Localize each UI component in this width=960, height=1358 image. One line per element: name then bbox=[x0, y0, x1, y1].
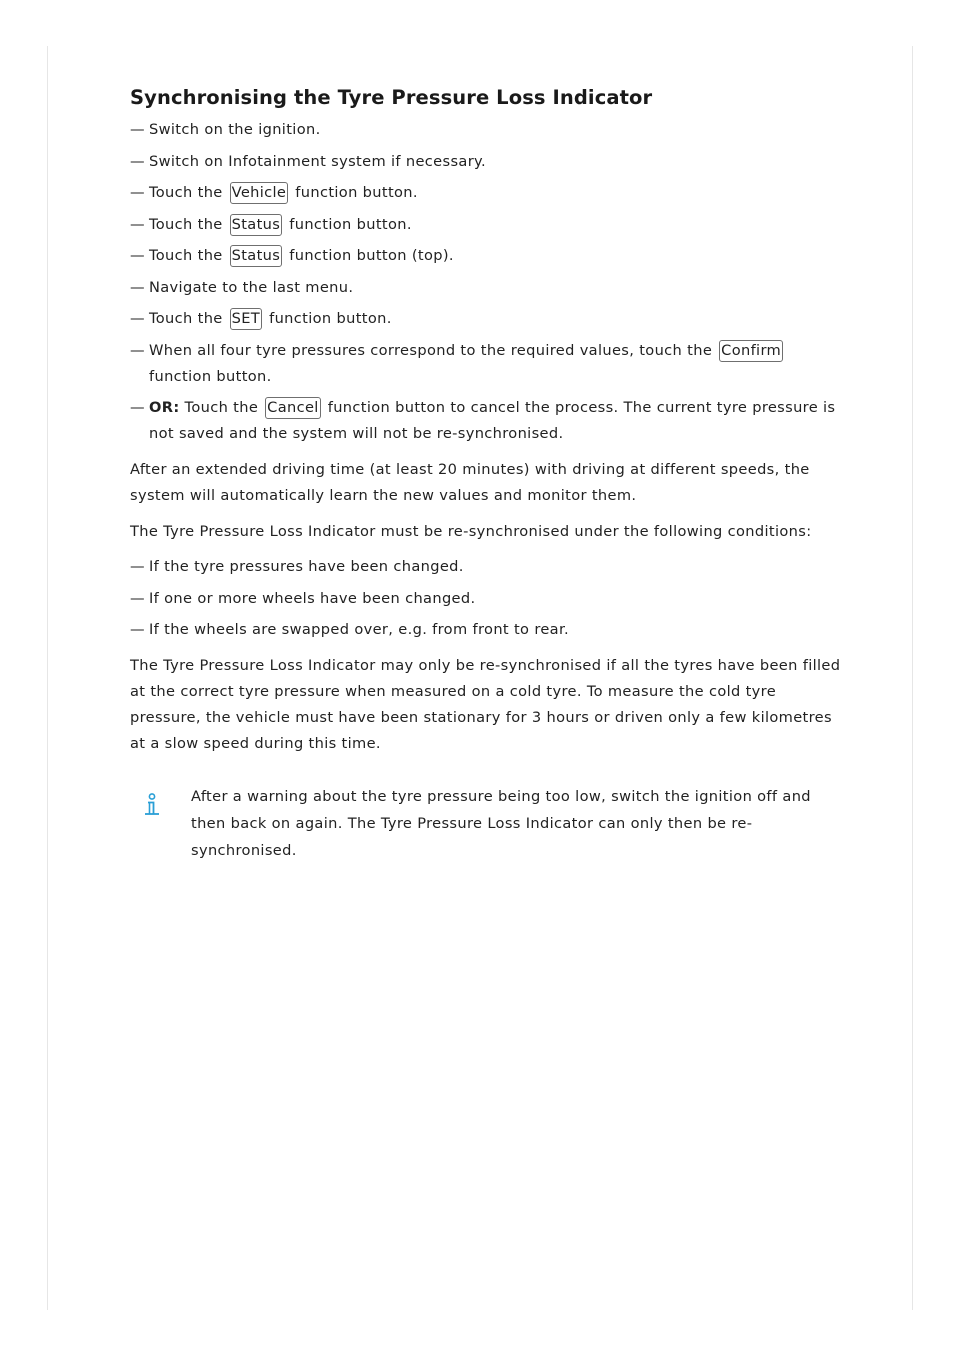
dash-marker: — bbox=[130, 215, 145, 233]
step-item bbox=[130, 306, 850, 332]
step-text: function button (top). bbox=[289, 247, 454, 264]
or-keyword: OR: bbox=[149, 399, 180, 416]
set-function-button: SET bbox=[230, 308, 262, 330]
step-item bbox=[130, 149, 850, 175]
page-border-right bbox=[912, 46, 913, 1310]
dash-marker: — bbox=[130, 621, 145, 638]
note-text: After a warning about the tyre pressure being too low, switch the ignition off and then back on again. The Tyre Pressure Loss Indicator can only then be re-synchronised. bbox=[191, 788, 811, 859]
step-item bbox=[130, 275, 850, 301]
step-text: Navigate to the last menu. bbox=[149, 278, 354, 296]
step-text: Touch the bbox=[149, 184, 223, 201]
vehicle-function-button: Vehicle bbox=[230, 182, 289, 204]
document-content bbox=[130, 84, 850, 757]
condition-item bbox=[130, 586, 850, 612]
cancel-function-button: Cancel bbox=[265, 397, 321, 419]
dash-marker: — bbox=[130, 152, 145, 170]
condition-item bbox=[130, 617, 850, 643]
page-border-left bbox=[47, 46, 48, 1310]
paragraph-cold-tyre: The Tyre Pressure Loss Indicator may only be re-synchronised if all the tyres have been filled at the correct tyre pressure when measured on a cold tyre. To measure the cold tyre pressure, the vehicle must have been stationary for 3 hours or driven only a few kilometres at a slow speed during this time. bbox=[130, 657, 841, 752]
step-text: function button. bbox=[269, 310, 392, 327]
step-item bbox=[130, 395, 850, 447]
step-text: function button. bbox=[295, 184, 418, 201]
condition-text: If one or more wheels have been changed. bbox=[149, 589, 476, 607]
step-text: Touch the bbox=[149, 215, 223, 233]
dash-marker: — bbox=[130, 310, 145, 327]
dash-marker: — bbox=[130, 184, 145, 201]
step-text: function button. bbox=[149, 367, 272, 385]
condition-text: If the tyre pressures have been changed. bbox=[149, 558, 464, 575]
dash-marker: — bbox=[130, 121, 145, 138]
step-text: function button. bbox=[289, 215, 412, 233]
step-item bbox=[130, 180, 850, 206]
step-text: Touch the bbox=[149, 247, 223, 264]
condition-item bbox=[130, 554, 850, 580]
section-title: Synchronising the Tyre Pressure Loss Indicator bbox=[130, 86, 653, 109]
dash-marker: — bbox=[130, 278, 145, 296]
step-item bbox=[130, 212, 850, 238]
step-item bbox=[130, 243, 850, 269]
condition-text: If the wheels are swapped over, e.g. from front to rear. bbox=[149, 621, 569, 638]
dash-marker: — bbox=[130, 247, 145, 264]
step-item bbox=[130, 117, 850, 143]
step-text: Switch on Infotainment system if necessary. bbox=[149, 152, 486, 170]
info-note bbox=[130, 783, 850, 864]
confirm-function-button: Confirm bbox=[719, 340, 783, 362]
step-item bbox=[130, 338, 850, 390]
step-text: Touch the bbox=[184, 399, 259, 416]
step-text: Touch the bbox=[149, 310, 223, 327]
step-text: function button to cancel the process. The current tyre pressure is not saved and the system will not be re-synchronised. bbox=[149, 399, 836, 442]
dash-marker: — bbox=[130, 589, 145, 607]
paragraph-learning: After an extended driving time (at least 20 minutes) with driving at different speeds, the system will automatically learn the new values and monitor them. bbox=[130, 461, 810, 504]
step-text: When all four tyre pressures correspond to the required values, touch the bbox=[149, 341, 713, 359]
paragraph-conditions-intro: The Tyre Pressure Loss Indicator must be re-synchronised under the following conditions: bbox=[130, 523, 812, 540]
dash-marker: — bbox=[130, 399, 145, 416]
step-text: Switch on the ignition. bbox=[149, 121, 321, 138]
dash-marker: — bbox=[130, 341, 145, 359]
dash-marker: — bbox=[130, 558, 145, 575]
status-top-function-button: Status bbox=[230, 245, 283, 267]
info-icon bbox=[143, 793, 161, 817]
status-function-button: Status bbox=[230, 214, 283, 236]
